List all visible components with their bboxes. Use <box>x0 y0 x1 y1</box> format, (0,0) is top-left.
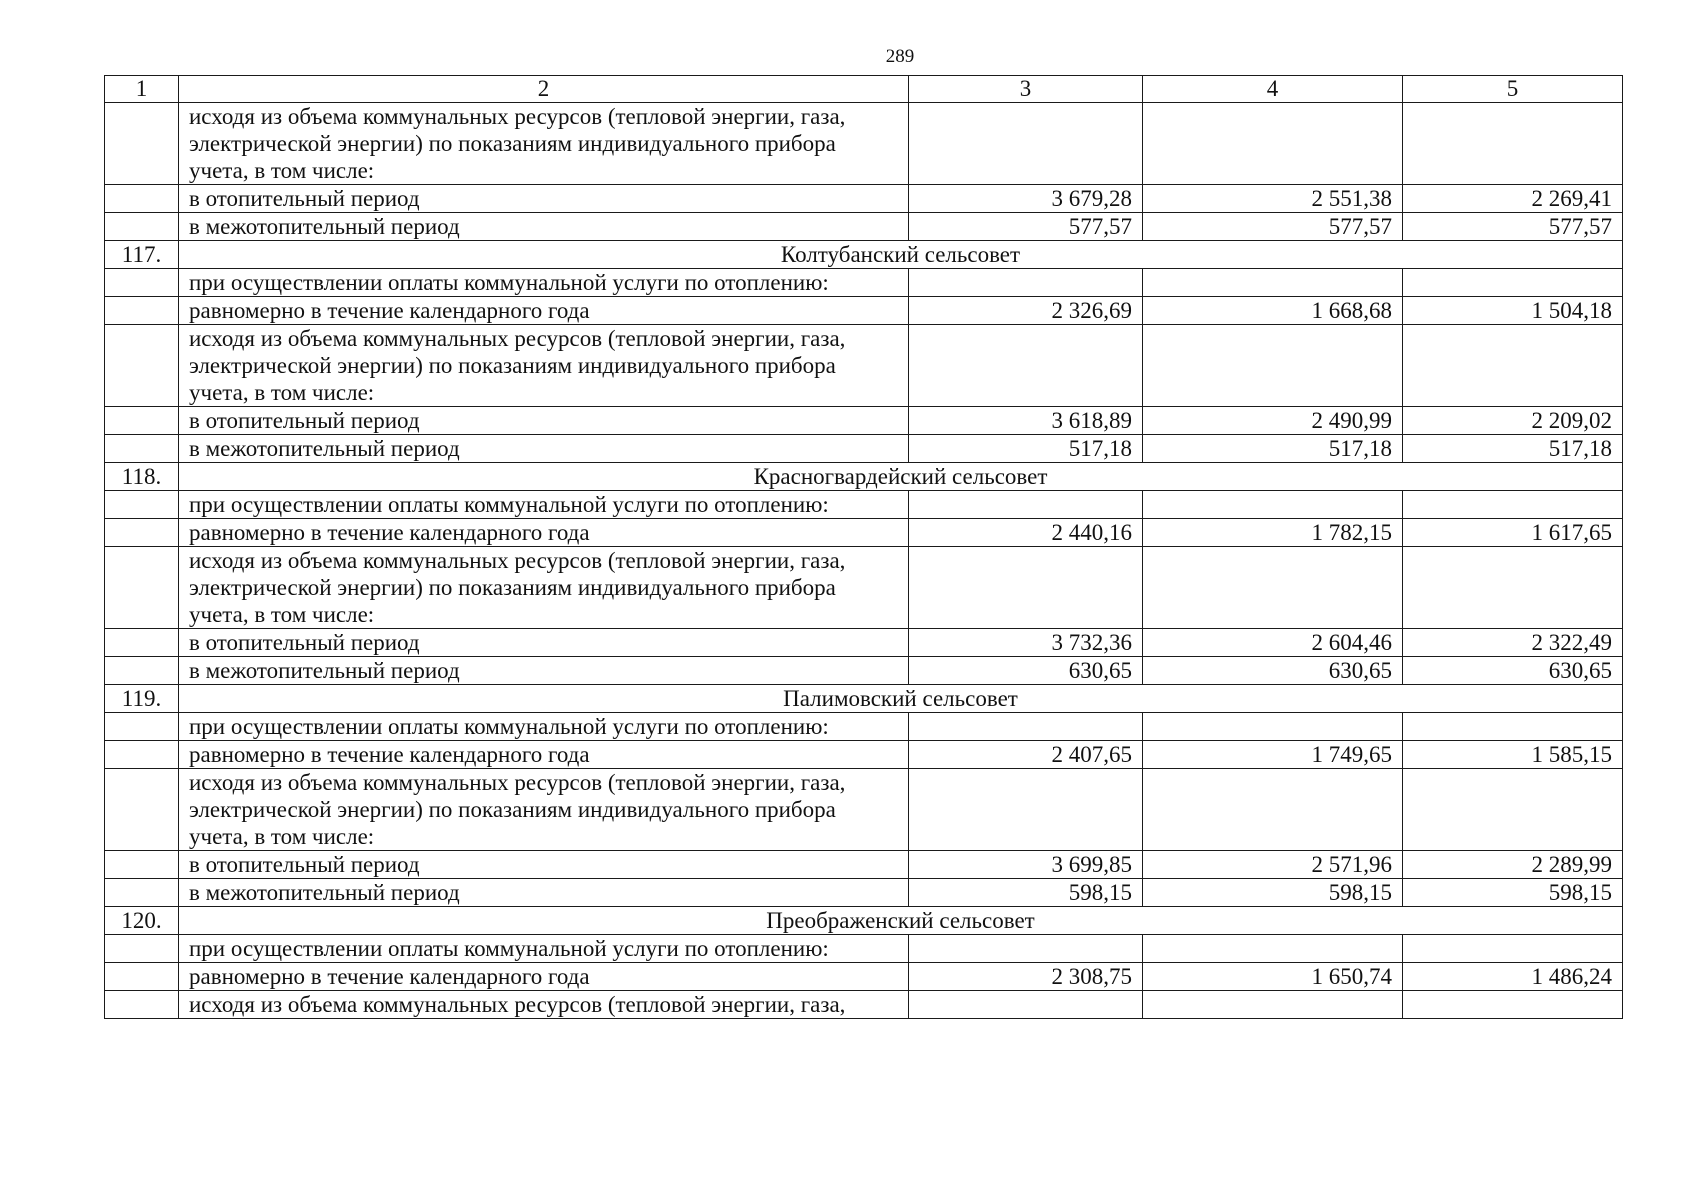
table-row <box>105 741 1623 769</box>
row-label: исходя из объема коммунальных ресурсов (тепловой энергии, газа, электрической энергии) по показаниям индивидуального прибора учета, в том числе: <box>179 769 909 851</box>
row-number-cell <box>105 991 179 1019</box>
value-cell-c3: 598,15 <box>909 879 1143 907</box>
section-title: Колтубанский сельсовет <box>179 241 1623 269</box>
value-cell-c4 <box>1143 935 1403 963</box>
row-number-cell <box>105 769 179 851</box>
value-cell-c3: 517,18 <box>909 435 1143 463</box>
column-number-4: 4 <box>1143 76 1403 103</box>
row-label: в отопительный период <box>179 851 909 879</box>
column-number-3: 3 <box>909 76 1143 103</box>
value-cell-c4 <box>1143 713 1403 741</box>
value-cell-c3: 3 699,85 <box>909 851 1143 879</box>
table-row <box>105 213 1623 241</box>
value-cell-c5: 1 585,15 <box>1403 741 1623 769</box>
row-number-cell <box>105 185 179 213</box>
row-label: в межотопительный период <box>179 213 909 241</box>
row-label: в межотопительный период <box>179 879 909 907</box>
value-cell-c4 <box>1143 325 1403 407</box>
table-row <box>105 547 1623 629</box>
row-number-cell <box>105 407 179 435</box>
value-cell-c5: 577,57 <box>1403 213 1623 241</box>
value-cell-c4: 1 749,65 <box>1143 741 1403 769</box>
value-cell-c4 <box>1143 769 1403 851</box>
table-row <box>105 269 1623 297</box>
value-cell-c4: 598,15 <box>1143 879 1403 907</box>
value-cell-c5 <box>1403 547 1623 629</box>
value-cell-c5 <box>1403 491 1623 519</box>
value-cell-c3 <box>909 769 1143 851</box>
section-number: 118. <box>105 463 179 491</box>
row-label: равномерно в течение календарного года <box>179 519 909 547</box>
section-number: 119. <box>105 685 179 713</box>
row-label: в отопительный период <box>179 407 909 435</box>
row-number-cell <box>105 713 179 741</box>
value-cell-c3 <box>909 547 1143 629</box>
row-label: исходя из объема коммунальных ресурсов (тепловой энергии, газа, электрической энергии) по показаниям индивидуального прибора учета, в том числе: <box>179 103 909 185</box>
section-title: Палимовский сельсовет <box>179 685 1623 713</box>
value-cell-c4: 630,65 <box>1143 657 1403 685</box>
tariff-table <box>104 75 1623 1019</box>
row-label: в межотопительный период <box>179 435 909 463</box>
value-cell-c3: 3 732,36 <box>909 629 1143 657</box>
value-cell-c5 <box>1403 713 1623 741</box>
value-cell-c3: 2 407,65 <box>909 741 1143 769</box>
row-number-cell <box>105 629 179 657</box>
value-cell-c5: 1 617,65 <box>1403 519 1623 547</box>
table-row <box>105 713 1623 741</box>
row-number-cell <box>105 519 179 547</box>
value-cell-c3: 630,65 <box>909 657 1143 685</box>
value-cell-c3: 2 308,75 <box>909 963 1143 991</box>
table-row <box>105 103 1623 185</box>
row-number-cell <box>105 103 179 185</box>
value-cell-c3 <box>909 713 1143 741</box>
value-cell-c4: 1 668,68 <box>1143 297 1403 325</box>
row-label: при осуществлении оплаты коммунальной услуги по отоплению: <box>179 269 909 297</box>
value-cell-c4: 517,18 <box>1143 435 1403 463</box>
row-label: исходя из объема коммунальных ресурсов (тепловой энергии, газа, <box>179 991 909 1019</box>
table-row <box>105 185 1623 213</box>
row-number-cell <box>105 213 179 241</box>
value-cell-c3: 577,57 <box>909 213 1143 241</box>
row-label: исходя из объема коммунальных ресурсов (тепловой энергии, газа, электрической энергии) по показаниям индивидуального прибора учета, в том числе: <box>179 325 909 407</box>
row-label: при осуществлении оплаты коммунальной услуги по отоплению: <box>179 491 909 519</box>
value-cell-c5: 2 209,02 <box>1403 407 1623 435</box>
row-number-cell <box>105 491 179 519</box>
row-label: при осуществлении оплаты коммунальной услуги по отоплению: <box>179 713 909 741</box>
value-cell-c4: 2 490,99 <box>1143 407 1403 435</box>
table-row <box>105 407 1623 435</box>
row-number-cell <box>105 325 179 407</box>
value-cell-c3 <box>909 325 1143 407</box>
value-cell-c5 <box>1403 325 1623 407</box>
value-cell-c4 <box>1143 547 1403 629</box>
column-number-2: 2 <box>179 76 909 103</box>
table-row <box>105 435 1623 463</box>
value-cell-c5: 517,18 <box>1403 435 1623 463</box>
value-cell-c5: 2 269,41 <box>1403 185 1623 213</box>
value-cell-c4: 2 571,96 <box>1143 851 1403 879</box>
row-label: равномерно в течение календарного года <box>179 741 909 769</box>
table-row <box>105 851 1623 879</box>
row-number-cell <box>105 963 179 991</box>
row-label: в отопительный период <box>179 185 909 213</box>
section-number: 117. <box>105 241 179 269</box>
column-number-5: 5 <box>1403 76 1623 103</box>
table-row <box>105 297 1623 325</box>
row-label: исходя из объема коммунальных ресурсов (тепловой энергии, газа, электрической энергии) по показаниям индивидуального прибора учета, в том числе: <box>179 547 909 629</box>
value-cell-c3 <box>909 491 1143 519</box>
value-cell-c4 <box>1143 491 1403 519</box>
section-header-row <box>105 907 1623 935</box>
section-header-row <box>105 463 1623 491</box>
column-number-row <box>105 76 1623 103</box>
value-cell-c4 <box>1143 103 1403 185</box>
row-number-cell <box>105 879 179 907</box>
section-title: Преображенский сельсовет <box>179 907 1623 935</box>
table-row <box>105 491 1623 519</box>
section-header-row <box>105 685 1623 713</box>
value-cell-c5 <box>1403 769 1623 851</box>
value-cell-c5: 598,15 <box>1403 879 1623 907</box>
table-row <box>105 935 1623 963</box>
value-cell-c5 <box>1403 269 1623 297</box>
table-row <box>105 991 1623 1019</box>
value-cell-c3: 2 326,69 <box>909 297 1143 325</box>
table-row <box>105 657 1623 685</box>
value-cell-c3: 3 679,28 <box>909 185 1143 213</box>
value-cell-c4: 2 551,38 <box>1143 185 1403 213</box>
value-cell-c3 <box>909 935 1143 963</box>
page-number: 289 <box>885 46 915 67</box>
row-label: при осуществлении оплаты коммунальной услуги по отоплению: <box>179 935 909 963</box>
value-cell-c3 <box>909 269 1143 297</box>
table-row <box>105 879 1623 907</box>
row-number-cell <box>105 657 179 685</box>
table-row <box>105 325 1623 407</box>
row-number-cell <box>105 547 179 629</box>
value-cell-c3: 2 440,16 <box>909 519 1143 547</box>
table-row <box>105 963 1623 991</box>
value-cell-c5: 1 504,18 <box>1403 297 1623 325</box>
row-number-cell <box>105 269 179 297</box>
value-cell-c3 <box>909 991 1143 1019</box>
row-label: равномерно в течение календарного года <box>179 297 909 325</box>
value-cell-c5 <box>1403 103 1623 185</box>
value-cell-c4: 577,57 <box>1143 213 1403 241</box>
row-number-cell <box>105 435 179 463</box>
column-number-1: 1 <box>105 76 179 103</box>
table-row <box>105 629 1623 657</box>
section-number: 120. <box>105 907 179 935</box>
value-cell-c4: 1 782,15 <box>1143 519 1403 547</box>
value-cell-c4 <box>1143 991 1403 1019</box>
table-row <box>105 769 1623 851</box>
table-row <box>105 519 1623 547</box>
row-number-cell <box>105 741 179 769</box>
value-cell-c5 <box>1403 935 1623 963</box>
row-number-cell <box>105 297 179 325</box>
value-cell-c4: 2 604,46 <box>1143 629 1403 657</box>
row-number-cell <box>105 851 179 879</box>
value-cell-c5: 1 486,24 <box>1403 963 1623 991</box>
section-header-row <box>105 241 1623 269</box>
value-cell-c5: 2 322,49 <box>1403 629 1623 657</box>
tariff-table-body <box>105 76 1623 1019</box>
value-cell-c4 <box>1143 269 1403 297</box>
row-label: в отопительный период <box>179 629 909 657</box>
value-cell-c4: 1 650,74 <box>1143 963 1403 991</box>
value-cell-c5 <box>1403 991 1623 1019</box>
value-cell-c3 <box>909 103 1143 185</box>
value-cell-c5: 2 289,99 <box>1403 851 1623 879</box>
section-title: Красногвардейский сельсовет <box>179 463 1623 491</box>
value-cell-c3: 3 618,89 <box>909 407 1143 435</box>
row-label: равномерно в течение календарного года <box>179 963 909 991</box>
row-label: в межотопительный период <box>179 657 909 685</box>
value-cell-c5: 630,65 <box>1403 657 1623 685</box>
row-number-cell <box>105 935 179 963</box>
